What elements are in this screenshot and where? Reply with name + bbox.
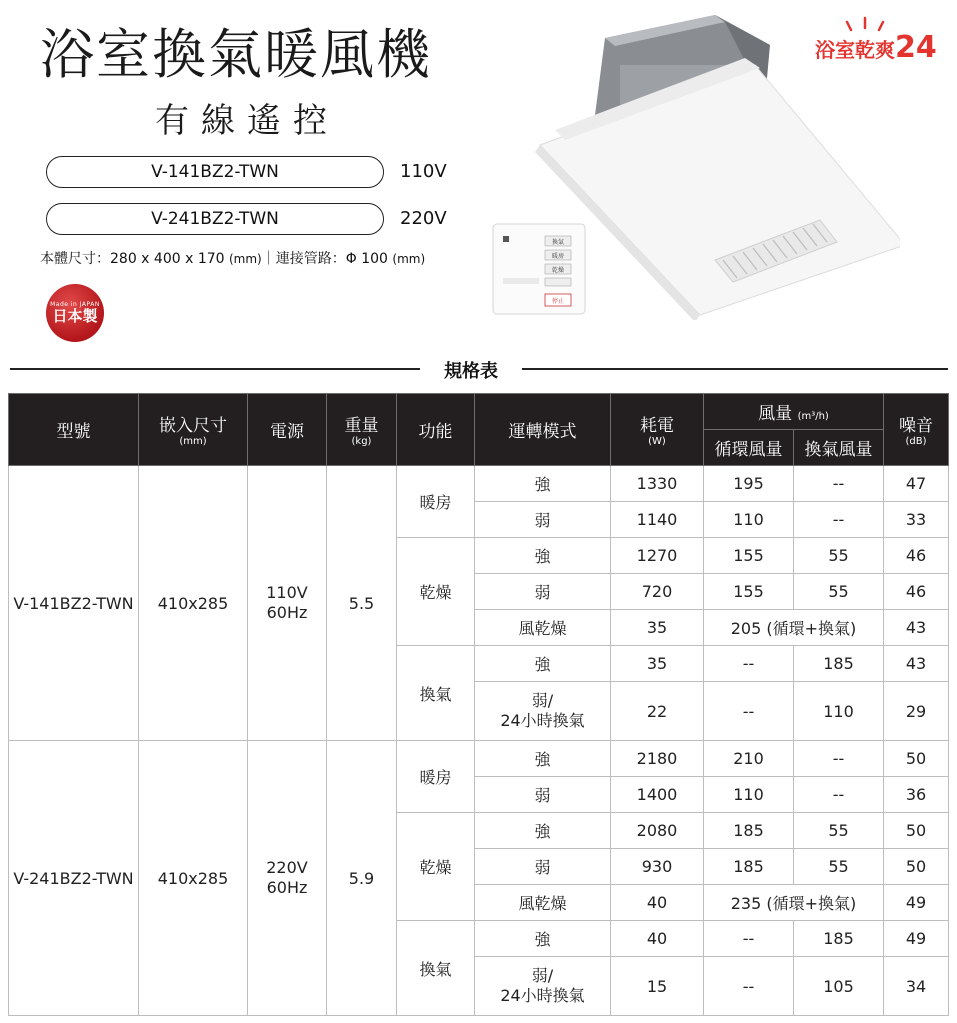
cell-watt: 930	[611, 849, 704, 885]
cell-mode: 風乾燥	[475, 610, 611, 646]
col-header-noise: 噪音 (dB)	[884, 394, 949, 466]
remote-btn-stop: 停止	[551, 298, 565, 305]
remote-btn-heat: 暖房	[551, 253, 565, 260]
cell-watt: 22	[611, 682, 704, 741]
col-header-embed: 嵌入尺寸 (mm)	[139, 394, 248, 466]
pipe-unit: (mm)	[392, 252, 426, 266]
cell-mode: 強	[475, 921, 611, 957]
divider: ｜	[261, 251, 276, 267]
cell-watt: 40	[611, 921, 704, 957]
cell-db: 29	[884, 682, 949, 741]
cell-mode: 強	[475, 538, 611, 574]
cell-mode: 弱	[475, 777, 611, 813]
col-header-function: 功能	[397, 394, 475, 466]
cell-watt: 15	[611, 957, 704, 1016]
cell-embed: 410x285	[139, 741, 248, 1016]
cell-vent: --	[794, 502, 884, 538]
page-subtitle: 有線遙控	[155, 101, 339, 141]
dims-unit: (mm)	[229, 252, 262, 266]
model-name: V-241BZ2-TWN	[151, 209, 279, 229]
cell-mode: 弱	[475, 849, 611, 885]
cell-circ: --	[704, 646, 794, 682]
cell-circ: --	[704, 957, 794, 1016]
remote-btn-vent: 換氣	[551, 239, 565, 246]
brand-text: 浴室乾爽	[815, 38, 895, 62]
dims-label: 本體尺寸：	[40, 251, 110, 267]
cell-power: 110V 60Hz	[248, 466, 327, 741]
cell-watt: 1330	[611, 466, 704, 502]
col-header-airflow: 風量 (m³/h)	[704, 394, 884, 430]
cell-vent: 185	[794, 646, 884, 682]
col-header-weight: 重量 (kg)	[327, 394, 397, 466]
cell-watt: 35	[611, 610, 704, 646]
cell-circ: --	[704, 682, 794, 741]
cell-db: 46	[884, 538, 949, 574]
cell-circ: 185	[704, 849, 794, 885]
cell-power: 220V 60Hz	[248, 741, 327, 1016]
cell-function: 換氣	[397, 646, 475, 741]
cell-embed: 410x285	[139, 466, 248, 741]
cell-circ: --	[704, 921, 794, 957]
cell-weight: 5.9	[327, 741, 397, 1016]
cell-mode: 弱/ 24小時換氣	[475, 682, 611, 741]
cell-vent: 105	[794, 957, 884, 1016]
cell-merged-airflow: 235 (循環+換氣)	[704, 885, 884, 921]
spec-table	[8, 393, 949, 1016]
col-header-circ: 循環風量	[704, 430, 794, 466]
cell-mode: 強	[475, 813, 611, 849]
cell-vent: 55	[794, 538, 884, 574]
pipe-value: Φ 100	[345, 251, 388, 267]
cell-db: 33	[884, 502, 949, 538]
spec-title: 規格表	[444, 361, 498, 382]
model-voltage-1: 110V	[400, 161, 447, 182]
cell-mode: 強	[475, 466, 611, 502]
pipe-label: 連接管路：	[275, 251, 346, 267]
col-header-model: 型號	[9, 394, 139, 466]
cell-watt: 1400	[611, 777, 704, 813]
cell-circ: 210	[704, 741, 794, 777]
cell-mode: 弱/ 24小時換氣	[475, 957, 611, 1016]
cell-vent: 55	[794, 813, 884, 849]
cell-model: V-241BZ2-TWN	[9, 741, 139, 1016]
cell-circ: 110	[704, 502, 794, 538]
divider-line	[522, 368, 948, 370]
cell-function: 換氣	[397, 921, 475, 1016]
made-in-japan-badge	[46, 284, 104, 342]
dims-value: 280 x 400 x 170	[110, 251, 225, 267]
cell-weight: 5.5	[327, 466, 397, 741]
dimensions-line	[40, 248, 425, 268]
cell-watt: 35	[611, 646, 704, 682]
col-header-consumption: 耗電 (W)	[611, 394, 704, 466]
col-header-power: 電源	[248, 394, 327, 466]
cell-db: 49	[884, 885, 949, 921]
divider-line	[10, 368, 420, 370]
cell-vent: --	[794, 466, 884, 502]
cell-watt: 1270	[611, 538, 704, 574]
cell-db: 47	[884, 466, 949, 502]
brand-number: 24	[895, 30, 937, 65]
cell-db: 50	[884, 813, 949, 849]
cell-circ: 155	[704, 574, 794, 610]
remote-btn-dry: 乾燥	[551, 267, 565, 274]
model-pill-2	[46, 203, 384, 235]
cell-circ: 185	[704, 813, 794, 849]
cell-circ: 195	[704, 466, 794, 502]
cell-db: 50	[884, 741, 949, 777]
cell-model: V-141BZ2-TWN	[9, 466, 139, 741]
cell-db: 43	[884, 610, 949, 646]
cell-mode: 風乾燥	[475, 885, 611, 921]
cell-db: 49	[884, 921, 949, 957]
cell-circ: 155	[704, 538, 794, 574]
col-header-vent: 換氣風量	[794, 430, 884, 466]
model-pill-1	[46, 156, 384, 188]
cell-function: 暖房	[397, 466, 475, 538]
cell-vent: 110	[794, 682, 884, 741]
cell-mode: 弱	[475, 502, 611, 538]
col-header-mode: 運轉模式	[475, 394, 611, 466]
cell-circ: 110	[704, 777, 794, 813]
product-image	[485, 10, 900, 320]
badge-line1: Made in JAPAN	[50, 301, 100, 309]
cell-vent: 55	[794, 849, 884, 885]
cell-mode: 弱	[475, 574, 611, 610]
model-voltage-2: 220V	[400, 208, 447, 229]
cell-function: 暖房	[397, 741, 475, 813]
cell-watt: 40	[611, 885, 704, 921]
cell-merged-airflow: 205 (循環+換氣)	[704, 610, 884, 646]
cell-watt: 1140	[611, 502, 704, 538]
remote-control	[493, 224, 585, 314]
cell-watt: 2080	[611, 813, 704, 849]
cell-db: 34	[884, 957, 949, 1016]
cell-db: 46	[884, 574, 949, 610]
page-title: 浴室換氣暖風機	[40, 23, 432, 86]
cell-function: 乾燥	[397, 538, 475, 646]
cell-mode: 強	[475, 741, 611, 777]
model-name: V-141BZ2-TWN	[151, 162, 279, 182]
cell-vent: --	[794, 741, 884, 777]
badge-line2: 日本製	[52, 307, 98, 326]
cell-function: 乾燥	[397, 813, 475, 921]
cell-vent: 55	[794, 574, 884, 610]
cell-vent: 185	[794, 921, 884, 957]
cell-watt: 720	[611, 574, 704, 610]
cell-mode: 強	[475, 646, 611, 682]
cell-db: 50	[884, 849, 949, 885]
cell-vent: --	[794, 777, 884, 813]
cell-db: 36	[884, 777, 949, 813]
cell-db: 43	[884, 646, 949, 682]
cell-watt: 2180	[611, 741, 704, 777]
